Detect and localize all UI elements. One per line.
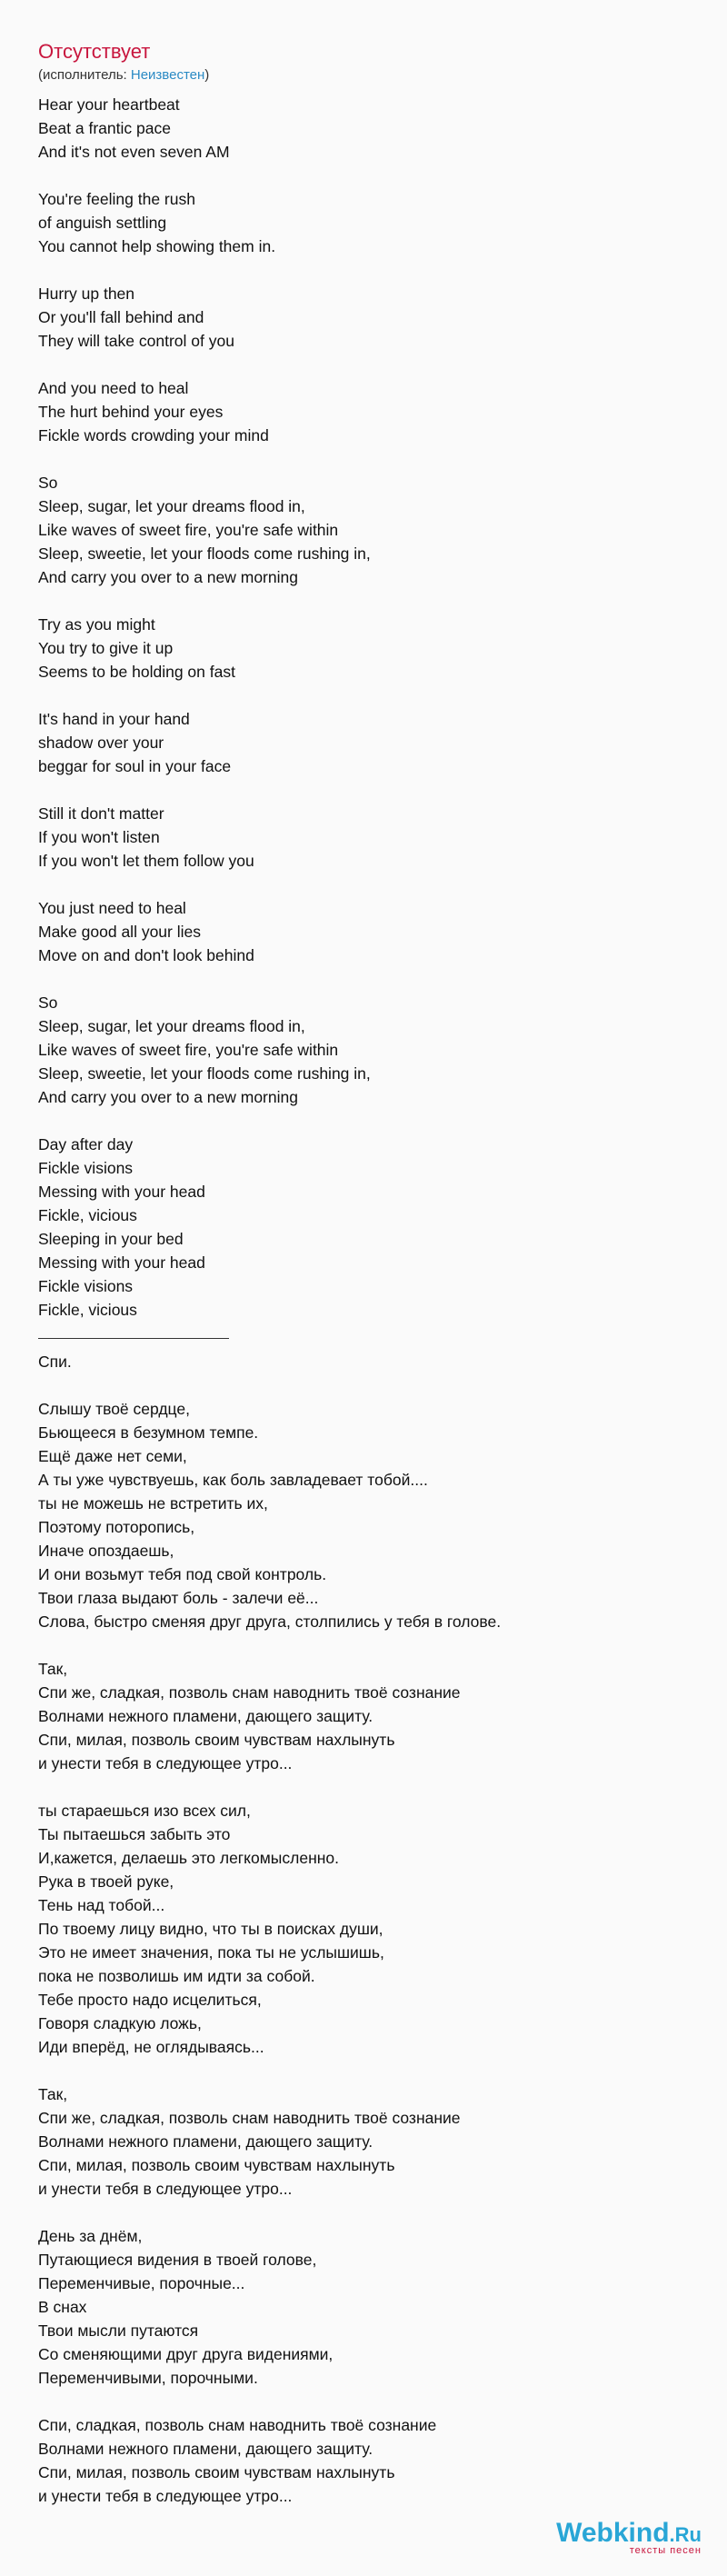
lyric-line: Messing with your head xyxy=(38,1183,205,1201)
lyric-line: Это не имеет значения, пока ты не услышишь, xyxy=(38,1943,384,1962)
lyrics-body xyxy=(38,93,692,2508)
lyric-line: Волнами нежного пламени, дающего защиту. xyxy=(38,2440,373,2458)
lyric-line: You cannot help showing them in. xyxy=(38,237,276,255)
lyric-line: Messing with your head xyxy=(38,1253,205,1272)
lyric-line: Спи же, сладкая, позволь снам наводнить твоё сознание xyxy=(38,1683,461,1702)
lyric-line: Fickle visions xyxy=(38,1159,134,1177)
lyric-line: If you won't let them follow you xyxy=(38,852,254,870)
lyric-line: ты стараешься изо всех сил, xyxy=(38,1802,251,1820)
lyric-line: Hear your heartbeat xyxy=(38,95,180,114)
lyric-line: The hurt behind your eyes xyxy=(38,403,224,421)
lyric-line: Волнами нежного пламени, дающего защиту. xyxy=(38,1707,373,1725)
lyric-line: Move on and don't look behind xyxy=(38,946,254,964)
lyric-line: Спи же, сладкая, позволь снам наводнить твоё сознание xyxy=(38,2109,461,2127)
lyric-line: Иди вперёд, не оглядываясь... xyxy=(38,2038,264,2056)
lyric-line: Make good all your lies xyxy=(38,923,201,941)
lyric-line xyxy=(38,164,692,187)
lyric-line: Слышу твоё сердце, xyxy=(38,1400,190,1418)
lyric-line: Beat a frantic pace xyxy=(38,119,171,137)
performer-line xyxy=(38,67,209,83)
lyric-line: Спи, милая, позволь своим чувствам нахлынуть xyxy=(38,2463,395,2481)
lyric-line xyxy=(38,684,692,707)
lyric-line: Спи, милая, позволь своим чувствам нахлынуть xyxy=(38,1731,395,1749)
lyric-line: You just need to heal xyxy=(38,899,186,917)
song-title: Отсутствует xyxy=(38,40,151,63)
lyric-line: Так, xyxy=(38,2085,68,2103)
lyric-line: И они возьмут тебя под свой контроль. xyxy=(38,1565,327,1583)
lyric-line: Переменчивые, порочные... xyxy=(38,2274,245,2292)
lyric-line: Ещё даже нет семи, xyxy=(38,1447,187,1465)
lyric-line: Try as you might xyxy=(38,615,155,634)
lyric-line: Ты пытаешься забыть это xyxy=(38,1825,231,1843)
performer-link[interactable]: Неизвестен xyxy=(130,67,205,83)
lyric-line: Fickle, vicious xyxy=(38,1301,137,1319)
lyric-line: Seems to be holding on fast xyxy=(38,663,235,681)
lyric-line: So xyxy=(38,474,58,492)
lyric-line: Sleeping in your bed xyxy=(38,1230,184,1248)
lyrics-original xyxy=(38,93,692,1322)
logo-brand: Webkind xyxy=(556,2518,670,2548)
lyric-line: They will take control of you xyxy=(38,332,234,350)
lyric-line xyxy=(38,1775,692,1799)
lyric-line: So xyxy=(38,993,58,1012)
lyric-line: Поэтому поторопись, xyxy=(38,1518,195,1536)
site-logo[interactable] xyxy=(556,2518,702,2556)
lyric-line: Sleep, sweetie, let your floods come rushing in, xyxy=(38,1064,371,1083)
lyric-line: Or you'll fall behind and xyxy=(38,308,204,326)
lyric-line xyxy=(38,353,692,376)
lyric-line xyxy=(38,1373,692,1397)
performer-suffix: ) xyxy=(204,67,210,83)
lyric-line: You're feeling the rush xyxy=(38,190,195,208)
lyric-line: Иначе опоздаешь, xyxy=(38,1542,174,1560)
lyric-line: Fickle, vicious xyxy=(38,1206,137,1224)
lyric-line: Со сменяющими друг друга видениями, xyxy=(38,2345,334,2363)
lyric-line: Так, xyxy=(38,1660,68,1678)
lyric-line: День за днём, xyxy=(38,2227,143,2245)
lyric-line xyxy=(38,447,692,471)
lyric-line: По твоему лицу видно, что ты в поисках души, xyxy=(38,1920,383,1938)
lyric-line: и унести тебя в следующее утро... xyxy=(38,2180,293,2198)
lyric-line: Тень над тобой... xyxy=(38,1896,165,1914)
lyric-line: Спи, сладкая, позволь снам наводнить твоё сознание xyxy=(38,2416,437,2434)
lyric-line: Тебе просто надо исцелиться, xyxy=(38,1991,262,2009)
lyric-line: Бьющееся в безумном темпе. xyxy=(38,1423,259,1442)
lyric-line: It's hand in your hand xyxy=(38,710,190,728)
lyric-line: Слова, быстро сменяя друг друга, столпились у тебя в голове. xyxy=(38,1612,502,1631)
lyric-line: Hurry up then xyxy=(38,285,135,303)
lyric-line xyxy=(38,258,692,282)
lyric-line: ты не можешь не встретить их, xyxy=(38,1494,268,1513)
lyric-line: Твои мысли путаются xyxy=(38,2321,199,2340)
lyric-line xyxy=(38,589,692,613)
lyric-line: of anguish settling xyxy=(38,214,167,232)
lyric-line: В снах xyxy=(38,2298,87,2316)
lyric-line xyxy=(38,873,692,896)
lyric-line: Говоря сладкую ложь, xyxy=(38,2014,202,2032)
logo-tld: .Ru xyxy=(669,2523,702,2546)
lyrics-translation xyxy=(38,1350,692,2508)
lyric-line: Still it don't matter xyxy=(38,804,164,823)
lyric-line xyxy=(38,2059,692,2082)
lyric-line: Fickle words crowding your mind xyxy=(38,426,269,444)
lyrics-separator xyxy=(38,1338,229,1339)
lyric-line: Твои глаза выдают боль - залечи её... xyxy=(38,1589,319,1607)
lyric-line: Sleep, sugar, let your dreams flood in, xyxy=(38,497,305,515)
lyric-line: Волнами нежного пламени, дающего защиту. xyxy=(38,2132,373,2151)
lyric-line: You try to give it up xyxy=(38,639,174,657)
lyric-line xyxy=(38,2390,692,2413)
lyric-line: And carry you over to a new morning xyxy=(38,1088,298,1106)
lyric-line xyxy=(38,1633,692,1657)
lyric-line: Like waves of sweet fire, you're safe within xyxy=(38,521,339,539)
lyric-line: и унести тебя в следующее утро... xyxy=(38,2487,293,2505)
lyric-line: А ты уже чувствуешь, как боль завладевает тобой.... xyxy=(38,1471,428,1489)
lyric-line: And you need to heal xyxy=(38,379,189,397)
performer-prefix: (исполнитель: xyxy=(38,67,131,83)
lyric-line xyxy=(38,778,692,802)
lyric-line: And it's not even seven AM xyxy=(38,143,230,161)
lyric-line: Рука в твоей руке, xyxy=(38,1872,174,1891)
lyric-line: beggar for soul in your face xyxy=(38,757,232,775)
lyric-line: пока не позволишь им идти за собой. xyxy=(38,1967,315,1985)
lyric-line: shadow over your xyxy=(38,734,164,752)
lyric-line: И,кажется, делаешь это легкомысленно. xyxy=(38,1849,339,1867)
lyric-line: Day after day xyxy=(38,1135,134,1153)
lyric-line: Like waves of sweet fire, you're safe within xyxy=(38,1041,339,1059)
lyric-line xyxy=(38,1109,692,1133)
lyric-line: и унести тебя в следующее утро... xyxy=(38,1754,293,1772)
lyric-line: If you won't listen xyxy=(38,828,160,846)
logo-tagline: тексты песен xyxy=(629,2545,702,2556)
lyric-line xyxy=(38,967,692,991)
lyric-line: Спи, милая, позволь своим чувствам нахлынуть xyxy=(38,2156,395,2174)
lyric-line: And carry you over to a new morning xyxy=(38,568,298,586)
lyric-line: Переменчивыми, порочными. xyxy=(38,2369,258,2387)
lyric-line xyxy=(38,2201,692,2224)
lyric-line: Путающиеся видения в твоей голове, xyxy=(38,2251,317,2269)
lyric-line: Спи. xyxy=(38,1353,72,1371)
lyric-line: Sleep, sugar, let your dreams flood in, xyxy=(38,1017,305,1035)
lyric-line: Sleep, sweetie, let your floods come rushing in, xyxy=(38,544,371,563)
lyric-line: Fickle visions xyxy=(38,1277,134,1295)
